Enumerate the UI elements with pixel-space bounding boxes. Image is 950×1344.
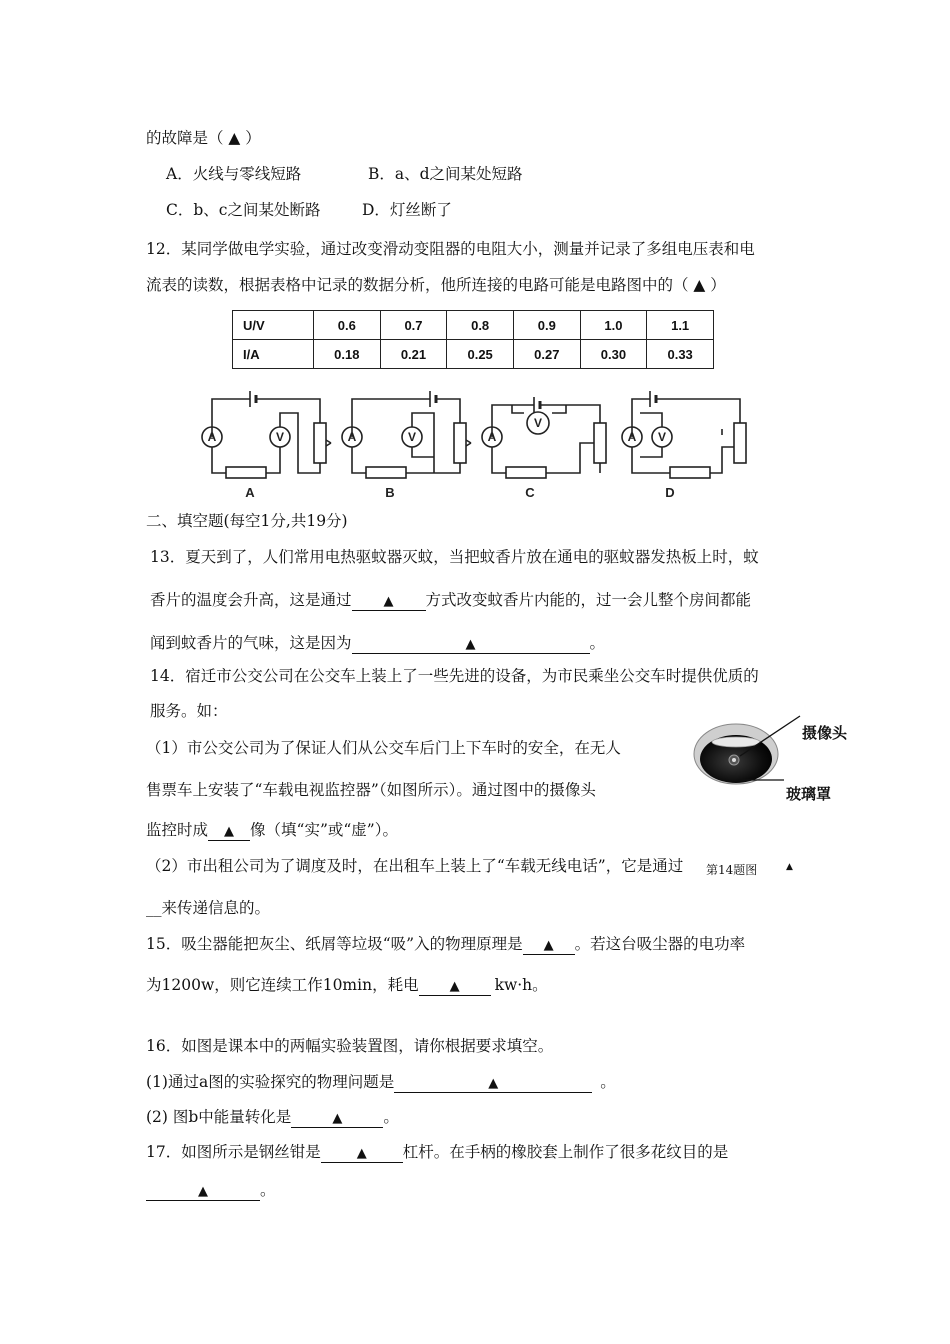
table-cell: 0.7 xyxy=(380,311,447,340)
table-cell: 1.0 xyxy=(580,311,647,340)
q14-line4: 售票车上安装了“车载电视监控器”（如图所示）。通过图中的摄像头 xyxy=(146,781,596,799)
answer-blank[interactable]: ▲ xyxy=(291,1107,383,1128)
q12-data-table xyxy=(232,310,714,369)
q16-line2: (1)通过a图的实验探究的物理问题是 ▲ 。 xyxy=(146,1073,616,1091)
q14-line6: （2）市出租公司为了调度及时，在出租车上装上了“车载无线电话”，它是通过 xyxy=(146,857,684,875)
figure-caption: 第14题图 xyxy=(706,863,758,877)
answer-blank[interactable]: ▲ xyxy=(523,934,575,955)
voltmeter-label: V xyxy=(657,430,667,444)
table-cell: 1.1 xyxy=(647,311,714,340)
answer-blank[interactable]: ▲ xyxy=(321,1142,403,1163)
table-cell: 0.8 xyxy=(447,311,514,340)
answer-blank[interactable]: ▲ xyxy=(208,820,250,841)
voltmeter-label: V xyxy=(275,430,285,444)
table-cell: 0.25 xyxy=(447,340,514,369)
q11-option-b: B．a、d之间某处短路 xyxy=(368,165,523,183)
table-cell: 0.33 xyxy=(647,340,714,369)
q16-line1: 16．如图是课本中的两幅实验装置图，请你根据要求填空。 xyxy=(146,1037,554,1055)
voltmeter-label: V xyxy=(407,430,417,444)
table-cell: 0.27 xyxy=(513,340,580,369)
q13-line2: 香片的温度会升高，这是通过 ▲ 方式改变蚊香片内能的，过一会儿整个房间都能 xyxy=(150,591,752,609)
q11-option-c: C．b、c之间某处断路 xyxy=(166,201,321,219)
q12-circuit-diagrams xyxy=(190,385,760,503)
q15-line1: 15．吸尘器能把灰尘、纸屑等垃圾“吸”入的物理原理是 ▲ 。若这台吸尘器的电功率 xyxy=(146,935,746,953)
q11-option-a: A．火线与零线短路 xyxy=(166,165,302,183)
q17-line2: ▲ 。 xyxy=(146,1179,276,1201)
circuit-a xyxy=(202,391,331,478)
ammeter-label: A xyxy=(487,430,497,444)
answer-blank[interactable]: ▲ xyxy=(394,1072,592,1093)
q14-line5: 监控时成 ▲ 像（填“实”或“虚”）。 xyxy=(146,821,398,839)
voltmeter-label: V xyxy=(533,416,543,430)
answer-mark: ▲ xyxy=(786,862,793,872)
q14-line3: （1）市公交公司为了保证人们从公交车后门上下车时的安全，在无人 xyxy=(146,739,621,757)
q14-line2: 服务。如： xyxy=(150,702,228,720)
glass-cover-label: 玻璃罩 xyxy=(786,785,832,803)
answer-blank[interactable]: ▲ xyxy=(352,633,590,654)
q11-stem-tail: 的故障是（ ▲ ） xyxy=(146,129,261,147)
q14-line7: __来传递信息的。 xyxy=(146,899,271,917)
table-header-current: I/A xyxy=(233,340,314,369)
table-row-current xyxy=(233,340,714,369)
table-cell: 0.6 xyxy=(314,311,381,340)
q17-line1: 17．如图所示是钢丝钳是 ▲ 杠杆。在手柄的橡胶套上制作了很多花纹目的是 xyxy=(146,1143,729,1161)
table-header-voltage: U/V xyxy=(233,311,314,340)
ammeter-label: A xyxy=(627,430,637,444)
ammeter-label: A xyxy=(347,430,357,444)
circuit-c xyxy=(482,397,606,478)
q12-line1: 12．某同学做电学实验，通过改变滑动变阻器的电阻大小，测量并记录了多组电压表和电 xyxy=(146,240,755,258)
table-cell: 0.21 xyxy=(380,340,447,369)
answer-blank[interactable]: ▲ xyxy=(419,975,491,996)
circuit-d xyxy=(622,391,746,478)
q12-line2: 流表的读数，根据表格中记录的数据分析，他所连接的电路可能是电路图中的（ ▲ ） xyxy=(146,276,726,294)
answer-blank[interactable]: ▲ xyxy=(146,1180,260,1201)
circuit-b xyxy=(342,391,471,478)
q14-line1: 14．宿迁市公交公司在公交车上装上了一些先进的设备，为市民乘坐公交车时提供优质的 xyxy=(150,667,759,685)
circuit-label-c: C xyxy=(525,485,535,500)
camera-label: 摄像头 xyxy=(802,724,848,742)
q11-option-d: D．灯丝断了 xyxy=(362,201,452,219)
table-cell: 0.18 xyxy=(314,340,381,369)
table-cell: 0.30 xyxy=(580,340,647,369)
q13-line3: 闻到蚊香片的气味，这是因为 ▲ 。 xyxy=(150,634,606,652)
circuit-label-d: D xyxy=(665,485,675,500)
table-cell: 0.9 xyxy=(513,311,580,340)
q13-line1: 13．夏天到了，人们常用电热驱蚊器灭蚊，当把蚊香片放在通电的驱蚊器发热板上时，蚊 xyxy=(150,548,759,566)
q15-line2: 为1200w，则它连续工作10min，耗电 ▲ kw·h。 xyxy=(146,976,548,994)
ammeter-label: A xyxy=(207,430,217,444)
q16-line3: (2) 图b中能量转化是 ▲ 。 xyxy=(146,1108,399,1126)
table-row-voltage xyxy=(233,311,714,340)
section-title: 二、填空题(每空1分,共19分) xyxy=(146,512,348,530)
answer-blank[interactable]: ▲ xyxy=(352,590,426,611)
circuit-label-b: B xyxy=(385,485,395,500)
circuit-label-a: A xyxy=(245,485,255,500)
